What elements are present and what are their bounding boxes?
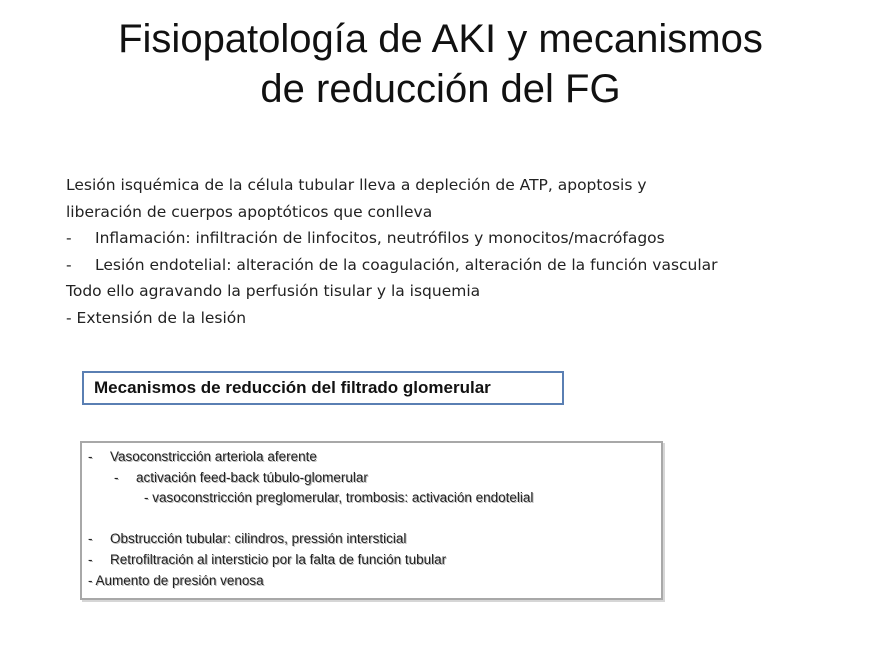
intro-line-4: - Extensión de la lesión: [66, 308, 247, 327]
mechanism-item-3-text: Retrofiltración al intersticio por la falta de función tubular: [110, 551, 447, 567]
mechanism-item-1-text: Vasoconstricción arteriola aferente: [110, 449, 317, 464]
intro-line-3: Todo ello agravando la perfusión tisular y la isquemia: [66, 282, 481, 300]
mechanism-item-1-subsub: - vasoconstricción preglomerular, trombosis: activación endotelial: [144, 490, 534, 506]
bullet-marker: -: [66, 229, 72, 247]
bullet-lesion-endotelial: [66, 252, 856, 279]
mechanism-item-1-sub-text: activación feed-back túbulo-glomerular: [136, 469, 368, 485]
mechanism-item-2-text: Obstrucción tubular: cilindros, pressión intersticial: [110, 531, 407, 547]
mechanisms-list-box: [80, 441, 663, 600]
mechanism-item-4: - Aumento de presión venosa: [88, 572, 264, 588]
bullet-inflamacion: [66, 225, 856, 252]
dash-marker: -: [114, 469, 119, 485]
bullet-text: Lesión endotelial: alteración de la coagulación, alteración de la función vascular: [95, 255, 718, 274]
spacer: [88, 509, 661, 529]
mechanism-item-1: [88, 447, 661, 468]
bullet-marker: -: [66, 255, 72, 274]
intro-line-1: Lesión isquémica de la célula tubular lleva a depleción de ATP, apoptosis y: [66, 176, 647, 194]
intro-text: [66, 172, 856, 331]
dash-marker: -: [88, 531, 93, 547]
bullet-text: Inflamación: infiltración de linfocitos, neutrófilos y monocitos/macrófagos: [95, 229, 665, 247]
dash-marker: -: [88, 551, 93, 567]
slide-title: [0, 14, 881, 114]
mechanism-item-1-sub: [88, 468, 661, 489]
mechanism-item-2: [88, 529, 661, 550]
mechanisms-heading-box: [82, 371, 564, 405]
title-line-2: de reducción del FG: [260, 67, 621, 111]
title-line-1: Fisiopatología de AKI y mecanismos: [118, 17, 763, 61]
dash-marker: -: [88, 449, 93, 464]
mechanism-item-3: [88, 550, 661, 571]
mechanisms-heading: Mecanismos de reducción del filtrado glomerular: [94, 378, 491, 397]
intro-line-2: liberación de cuerpos apoptóticos que conlleva: [66, 202, 433, 221]
